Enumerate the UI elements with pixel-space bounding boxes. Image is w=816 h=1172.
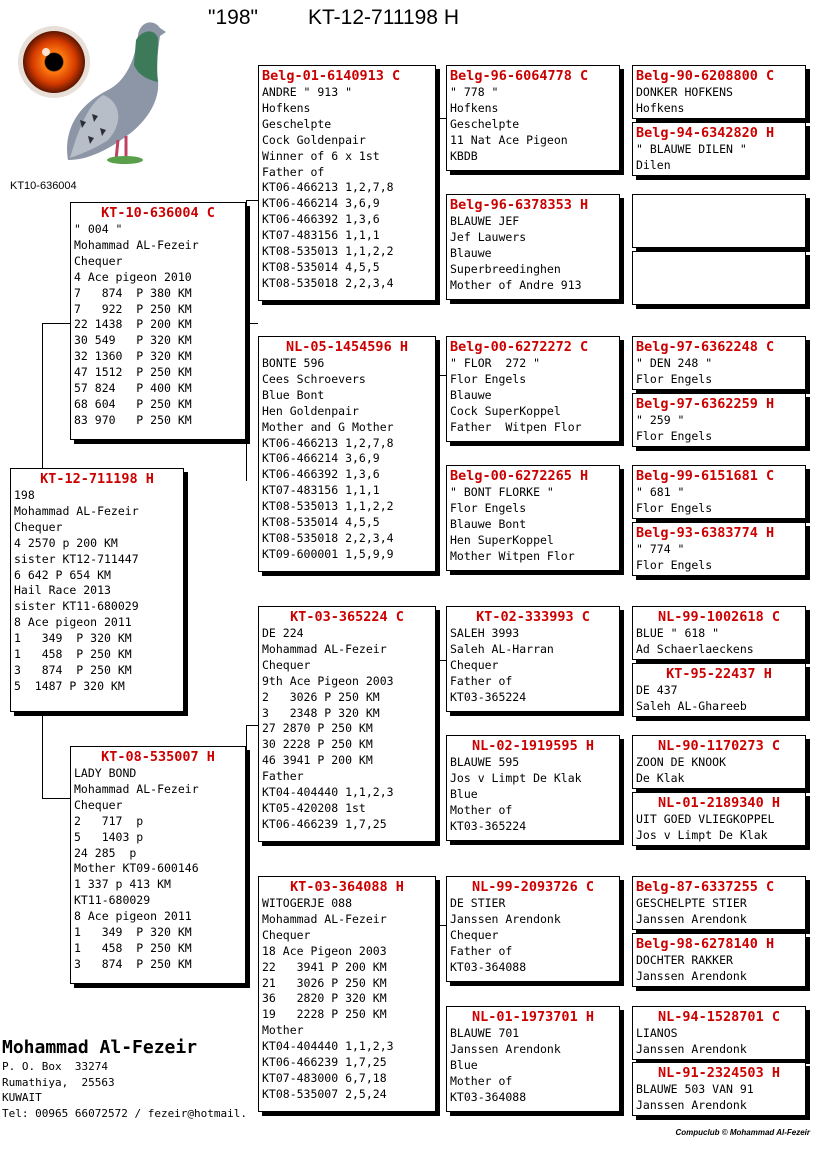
detail-line: KT07-483156 1,1,1 — [262, 483, 380, 498]
detail-line: BLUE " 618 " — [636, 626, 720, 640]
detail-line: " 778 " — [450, 85, 499, 99]
detail-line: Cock Goldenpair — [262, 132, 366, 147]
pigeon-details — [450, 755, 616, 835]
detail-line: DE STIER — [450, 896, 506, 910]
pedigree-box-sdd — [446, 465, 620, 571]
detail-line: BLAUWE 595 — [450, 755, 520, 769]
pedigree-box-g9 — [632, 606, 806, 660]
detail-line: 1 349 P 320 KM — [74, 925, 192, 940]
pedigree-box-dss — [446, 606, 620, 712]
detail-line: KT04-404440 1,1,2,3 — [262, 785, 394, 800]
connector-sire-mid — [246, 323, 258, 324]
pedigree-box-sss — [446, 65, 620, 171]
detail-line: 1 458 P 250 KM — [74, 940, 192, 955]
ring-number: KT-12-711198 H — [40, 471, 154, 487]
detail-line: Father — [262, 769, 304, 784]
pedigree-box-g1 — [632, 65, 806, 119]
ring-number: Belg-00-6272272 C — [450, 339, 589, 355]
detail-line: 83 970 P 250 KM — [74, 412, 192, 427]
detail-line: KT06-466239 1,7,25 — [262, 1055, 387, 1070]
detail-line: Mohammad AL-Fezeir — [74, 781, 199, 796]
detail-line: 32 1360 P 320 KM — [74, 349, 192, 364]
detail-line: " FLOR 272 " — [450, 356, 541, 370]
detail-line: Chequer — [450, 927, 499, 942]
detail-line: 47 1512 P 250 KM — [74, 365, 192, 380]
detail-line: Chequer — [262, 927, 311, 942]
ring-number: NL-91-2324503 H — [658, 1065, 780, 1081]
detail-line: ANDRE " 913 " — [262, 85, 353, 99]
detail-line: 7 874 P 380 KM — [74, 285, 192, 300]
pigeon-details — [262, 356, 432, 563]
detail-line: Jos v Limpt De Klak — [450, 770, 582, 785]
detail-line: KT11-680029 — [74, 893, 151, 908]
pigeon-name-title: "198" — [208, 6, 258, 29]
ring-number: Belg-94-6342820 H — [636, 125, 775, 141]
footer-credit: Compuclub © Mohammad Al-Fezeir — [675, 1128, 810, 1137]
detail-line: KT06-466214 3,6,9 — [262, 451, 380, 466]
detail-line: " BLAUWE DILEN " — [636, 142, 747, 156]
detail-line: 1 458 P 250 KM — [14, 647, 132, 662]
pigeon-details — [636, 755, 802, 787]
detail-line: Janssen Arendonk — [636, 911, 747, 926]
detail-line: 57 824 P 400 KM — [74, 381, 192, 396]
pigeon-details — [636, 626, 802, 658]
detail-line: 46 3941 P 200 KM — [262, 753, 373, 768]
ring-number: Belg-97-6362259 H — [636, 396, 775, 412]
detail-line: Mother KT09-600146 — [74, 861, 199, 876]
detail-line: 21 3026 P 250 KM — [262, 975, 387, 990]
detail-line: 5 1403 p — [74, 829, 144, 844]
ring-number: Belg-98-6278140 H — [636, 936, 775, 952]
ring-number: KT-03-365224 C — [290, 609, 404, 625]
detail-line: sister KT11-680029 — [14, 599, 139, 614]
pedigree-box-dam-dam — [258, 876, 436, 1112]
detail-line: Rumathiya, 25563 — [2, 1075, 115, 1089]
detail-line: KT05-420208 1st — [262, 800, 366, 815]
pigeon-details — [636, 85, 802, 117]
detail-line: Flor Engels — [636, 500, 713, 515]
detail-line: Janssen Arendonk — [450, 1041, 561, 1056]
detail-line: Cees Schroevers — [262, 371, 366, 386]
detail-line: Mother of — [450, 802, 513, 817]
detail-line: 8 Ace pigeon 2011 — [74, 909, 192, 924]
pedigree-box-g3 — [632, 194, 806, 248]
pedigree-box-g12 — [632, 792, 806, 846]
detail-line: 6 642 P 654 KM — [14, 567, 111, 582]
detail-line: 36 2820 P 320 KM — [262, 991, 387, 1006]
detail-line: Mother — [262, 1023, 304, 1038]
ring-number: KT-10-636004 C — [101, 205, 215, 221]
detail-line: Blauwe — [450, 245, 492, 260]
pedigree-box-sire-dam — [258, 336, 436, 572]
pigeon-details — [636, 812, 802, 844]
pigeon-details — [636, 542, 802, 574]
pigeon-details — [262, 896, 432, 1103]
detail-line: 30 2228 P 250 KM — [262, 737, 373, 752]
ring-number: KT-03-364088 H — [290, 879, 404, 895]
detail-line: Mother Witpen Flor — [450, 548, 575, 563]
detail-line: Cock SuperKoppel — [450, 403, 561, 418]
connector-main — [42, 323, 71, 469]
detail-line: Father of — [450, 943, 513, 958]
ring-number: Belg-96-6378353 H — [450, 197, 589, 213]
detail-line: Blue Bont — [262, 387, 325, 402]
detail-line: KT08-535013 1,1,2,2 — [262, 244, 394, 259]
pigeon-details — [14, 488, 180, 695]
detail-line: Superbreedinghen — [450, 261, 561, 276]
detail-line: Mohammad AL-Fezeir — [262, 641, 387, 656]
pedigree-box-sire — [70, 202, 246, 440]
detail-line: Saleh AL-Harran — [450, 641, 554, 656]
detail-line: Chequer — [262, 657, 311, 672]
detail-line: KBDB — [450, 148, 478, 163]
detail-line: BLAUWE 503 VAN 91 — [636, 1082, 754, 1096]
detail-line: Flor Engels — [636, 557, 713, 572]
detail-line: 22 3941 P 200 KM — [262, 959, 387, 974]
detail-line: " DEN 248 " — [636, 356, 713, 370]
detail-line: KT08-535013 1,1,2,2 — [262, 499, 394, 514]
detail-line: 198 — [14, 488, 35, 502]
detail-line: 4 2570 p 200 KM — [14, 535, 118, 550]
pigeon-details — [636, 1026, 802, 1058]
pigeon-details — [450, 356, 616, 436]
detail-line: 2 3026 P 250 KM — [262, 689, 380, 704]
ring-number: Belg-96-6064778 C — [450, 68, 589, 84]
detail-line: KT06-466392 1,3,6 — [262, 467, 380, 482]
detail-line: BLAUWE 701 — [450, 1026, 520, 1040]
ring-number: NL-05-1454596 H — [286, 339, 408, 355]
ring-number: KT-08-535007 H — [101, 749, 215, 765]
pedigree-box-g7 — [632, 465, 806, 519]
detail-line: Chequer — [450, 657, 499, 672]
detail-line: " 259 " — [636, 413, 685, 427]
pigeon-details — [450, 85, 616, 165]
pedigree-box-sire-sire — [258, 65, 436, 301]
detail-line: KT09-600001 1,5,9,9 — [262, 546, 394, 561]
ring-number: NL-99-2093726 C — [472, 879, 594, 895]
pigeon-details — [636, 953, 802, 985]
photo-label: KT10-636004 — [10, 180, 77, 192]
detail-line: KT07-483000 6,7,18 — [262, 1070, 387, 1085]
detail-line: 4 Ace pigeon 2010 — [74, 269, 192, 284]
pigeon-details — [636, 485, 802, 517]
pigeon-details — [450, 1026, 616, 1106]
detail-line: KT08-535014 4,5,5 — [262, 515, 380, 530]
ring-number: Belg-87-6337255 C — [636, 879, 775, 895]
ring-number: NL-99-1002618 C — [658, 609, 780, 625]
detail-line: Blue — [450, 1057, 478, 1072]
detail-line: Chequer — [14, 519, 63, 534]
detail-line: Flor Engels — [450, 500, 527, 515]
detail-line: Janssen Arendonk — [450, 911, 561, 926]
detail-line: Hofkens — [450, 100, 499, 115]
detail-line: KT08-535014 4,5,5 — [262, 259, 380, 274]
detail-line: Geschelpte — [262, 116, 332, 131]
detail-line: 18 Ace Pigeon 2003 — [262, 943, 387, 958]
detail-line: " BONT FLORKE " — [450, 485, 554, 499]
detail-line: KUWAIT — [2, 1091, 42, 1104]
detail-line: Jef Lauwers — [450, 229, 527, 244]
detail-line: KT04-404440 1,1,2,3 — [262, 1039, 394, 1054]
pigeon-details — [450, 485, 616, 565]
detail-line: LADY BOND — [74, 766, 137, 780]
detail-line: KT07-483156 1,1,1 — [262, 228, 380, 243]
ring-number: Belg-01-6140913 C — [262, 68, 401, 84]
pedigree-box-dam — [70, 746, 246, 984]
detail-line: 3 2348 P 320 KM — [262, 705, 380, 720]
pigeon-details — [636, 142, 802, 174]
detail-line: KT06-466239 1,7,25 — [262, 816, 387, 831]
detail-line: Mohammad AL-Fezeir — [262, 911, 387, 926]
detail-line: 9th Ace Pigeon 2003 — [262, 673, 394, 688]
detail-line: Hen Goldenpair — [262, 403, 359, 418]
detail-line: 2 717 p — [74, 813, 144, 828]
pedigree-box-g16 — [632, 1062, 806, 1116]
pedigree-box-sds — [446, 336, 620, 442]
detail-line: Mother of Andre 913 — [450, 277, 582, 292]
ring-number: Belg-93-6383774 H — [636, 525, 775, 541]
ring-number: NL-94-1528701 C — [658, 1009, 780, 1025]
detail-line: DOCHTER RAKKER — [636, 953, 733, 967]
detail-line: KT06-466214 3,6,9 — [262, 196, 380, 211]
ring-number: Belg-90-6208800 C — [636, 68, 775, 84]
ring-number: KT-02-333993 C — [476, 609, 590, 625]
detail-line: UIT GOED VLIEGKOPPEL — [636, 812, 775, 826]
pigeon-details — [74, 222, 242, 429]
detail-line: 68 604 P 250 KM — [74, 396, 192, 411]
pigeon-details — [450, 896, 616, 976]
detail-line: Flor Engels — [636, 371, 713, 386]
pedigree-box-main — [10, 468, 184, 712]
detail-line: Blauwe Bont — [450, 516, 527, 531]
detail-line: Dilen — [636, 157, 671, 172]
detail-line: Hofkens — [262, 100, 311, 115]
pigeon-details — [636, 1082, 802, 1114]
ring-number: Belg-00-6272265 H — [450, 468, 589, 484]
detail-line: Mother and G Mother — [262, 419, 394, 434]
detail-line: 5 1487 P 320 KM — [14, 678, 125, 693]
detail-line: sister KT12-711447 — [14, 551, 139, 566]
ring-number: NL-01-1973701 H — [472, 1009, 594, 1025]
pigeon-details — [262, 626, 432, 833]
detail-line: KT06-466392 1,3,6 — [262, 212, 380, 227]
pedigree-box-g6 — [632, 393, 806, 447]
pedigree-box-ddd — [446, 1006, 620, 1112]
pigeon-details — [636, 356, 802, 388]
detail-line: Hofkens — [636, 100, 685, 115]
detail-line: Blauwe — [450, 387, 492, 402]
ring-number: NL-02-1919595 H — [472, 738, 594, 754]
detail-line: KT06-466213 1,2,7,8 — [262, 180, 394, 195]
detail-line: 22 1438 P 200 KM — [74, 317, 192, 332]
detail-line: Blue — [450, 786, 478, 801]
detail-line: De Klak — [636, 770, 685, 785]
owner-name: Mohammad Al-Fezeir — [2, 1037, 198, 1058]
detail-line: KT03-364088 — [450, 959, 527, 974]
detail-line: Geschelpte — [450, 116, 520, 131]
detail-line: 3 874 P 250 KM — [74, 956, 192, 971]
detail-line: 27 2870 P 250 KM — [262, 721, 373, 736]
detail-line: Father of — [450, 673, 513, 688]
pigeon-details — [636, 896, 802, 928]
pigeon-ring-title: KT-12-711198 H — [308, 6, 459, 29]
pedigree-box-g15 — [632, 1006, 806, 1060]
ring-number: Belg-97-6362248 C — [636, 339, 775, 355]
pedigree-box-g10 — [632, 663, 806, 717]
detail-line: SALEH 3993 — [450, 626, 520, 640]
detail-line: Hen SuperKoppel — [450, 532, 554, 547]
connector-main-dam — [42, 712, 71, 799]
detail-line: 3 874 P 250 KM — [14, 662, 132, 677]
detail-line: Janssen Arendonk — [636, 1097, 747, 1112]
detail-line: BONTE 596 — [262, 356, 325, 370]
detail-line: Ad Schaerlaeckens — [636, 641, 754, 656]
detail-line: 24 285 p — [74, 845, 137, 860]
detail-line: KT06-466213 1,2,7,8 — [262, 435, 394, 450]
detail-line: DE 224 — [262, 626, 304, 640]
ring-number: KT-95-22437 H — [666, 666, 772, 682]
detail-line: P. O. Box 33274 — [2, 1060, 108, 1073]
detail-line: " 774 " — [636, 542, 685, 556]
detail-line: 1 337 p 413 KM — [74, 877, 171, 892]
detail-line: KT03-364088 — [450, 1089, 527, 1104]
detail-line: " 004 " — [74, 222, 123, 236]
pedigree-box-dsd — [446, 735, 620, 841]
pedigree-box-g14 — [632, 933, 806, 987]
pedigree-box-ssd — [446, 194, 620, 300]
pigeon-details — [74, 766, 242, 973]
detail-line: Father Witpen Flor — [450, 419, 582, 434]
detail-line: LIANOS — [636, 1026, 678, 1040]
detail-line: Janssen Arendonk — [636, 968, 747, 983]
detail-line: KT03-365224 — [450, 818, 527, 833]
detail-line: KT08-535018 2,2,3,4 — [262, 530, 394, 545]
detail-line: Flor Engels — [636, 428, 713, 443]
detail-line: Flor Engels — [450, 371, 527, 386]
pedigree-box-g11 — [632, 735, 806, 789]
detail-line: Saleh AL-Ghareeb — [636, 698, 747, 713]
detail-line: ZOON DE KNOOK — [636, 755, 727, 769]
ring-number: Belg-99-6151681 C — [636, 468, 775, 484]
ring-number: NL-01-2189340 H — [658, 795, 780, 811]
detail-line: 1 349 P 320 KM — [14, 631, 132, 646]
detail-line: GESCHELPTE STIER — [636, 896, 747, 910]
detail-line: Mohammad AL-Fezeir — [74, 237, 199, 252]
detail-line: 8 Ace pigeon 2011 — [14, 615, 132, 630]
detail-line: 11 Nat Ace Pigeon — [450, 132, 568, 147]
pedigree-box-g2 — [632, 122, 806, 176]
pedigree-box-g4 — [632, 251, 806, 305]
detail-line: Winner of 6 x 1st — [262, 148, 380, 163]
detail-line: " 681 " — [636, 485, 685, 499]
detail-line: Chequer — [74, 253, 123, 268]
detail-line: Hail Race 2013 — [14, 583, 111, 598]
detail-line: 7 922 P 250 KM — [74, 301, 192, 316]
pigeon-details — [636, 683, 802, 715]
pedigree-box-dds — [446, 876, 620, 982]
detail-line: DE 437 — [636, 683, 678, 697]
detail-line: KT08-535018 2,2,3,4 — [262, 275, 394, 290]
pedigree-box-g8 — [632, 522, 806, 576]
detail-line: BLAUWE JEF — [450, 214, 520, 228]
owner-contact — [2, 1037, 247, 1121]
detail-line: Mohammad AL-Fezeir — [14, 503, 139, 518]
detail-line: Jos v Limpt De Klak — [636, 827, 768, 842]
detail-line: 30 549 P 320 KM — [74, 333, 192, 348]
detail-line: KT08-535007 2,5,24 — [262, 1086, 387, 1101]
owner-address — [2, 1059, 247, 1121]
detail-line: Father of — [262, 164, 325, 179]
detail-line: WITOGERJE 088 — [262, 896, 353, 910]
detail-line: Janssen Arendonk — [636, 1041, 747, 1056]
detail-line: DONKER HOFKENS — [636, 85, 733, 99]
pedigree-box-g13 — [632, 876, 806, 930]
pigeon-details — [450, 214, 616, 294]
detail-line: Chequer — [74, 797, 123, 812]
pigeon-details — [636, 413, 802, 445]
pedigree-box-g5 — [632, 336, 806, 390]
pigeon-details — [262, 85, 432, 292]
detail-line: Mother of — [450, 1073, 513, 1088]
pedigree-box-dam-sire — [258, 606, 436, 842]
pigeon-details — [450, 626, 616, 706]
ring-number: NL-90-1170273 C — [658, 738, 780, 754]
detail-line: KT03-365224 — [450, 689, 527, 704]
detail-line: Tel: 00965 66072572 / fezeir@hotmail. — [2, 1106, 248, 1120]
detail-line: 19 2228 P 250 KM — [262, 1007, 387, 1022]
pigeon-photo — [8, 10, 176, 170]
